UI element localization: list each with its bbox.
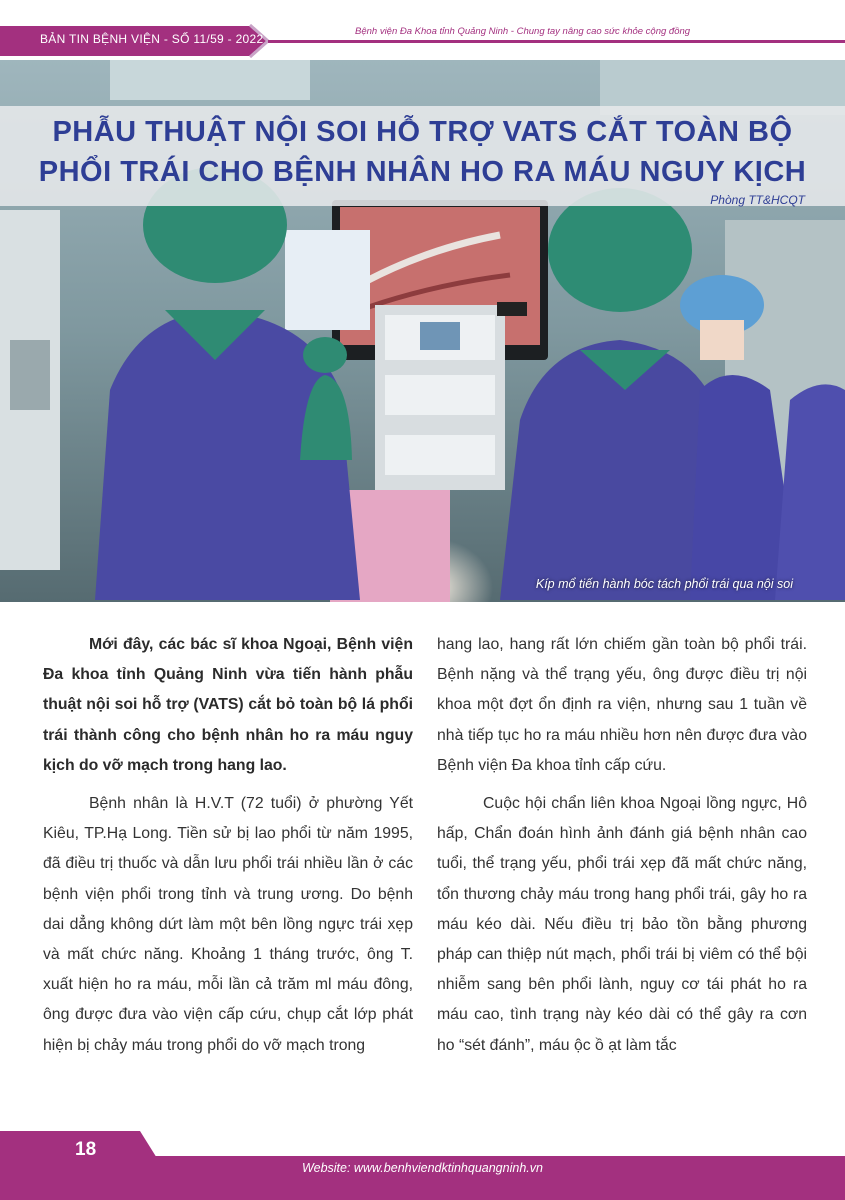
website-link[interactable]: Website: www.benhviendktinhquangninh.vn <box>302 1161 543 1175</box>
article-paragraph-2: Cuộc hội chẩn liên khoa Ngoại lồng ngực, Hô hấp, Chẩn đoán hình ảnh đánh giá bệnh nhân cao tuổi, thể trạng yếu, phổi trái xẹp đã mất chức năng, tổn thương chảy máu trong hang phổi trái, gây ho ra máu kéo dài. Nếu điều trị bảo tồn bằng phương pháp can thiệp nút mạch, phổi trái bị viêm có thể bội nhiễm sang bên phổi lành, nguy cơ tái phát ho ra máu cao, tình trạng này kéo dài có thể gây ra cơn ho “sét đánh”, máu ộc ồ ạt làm tắc <box>437 795 807 1054</box>
article-paragraph-1-continued: hang lao, hang rất lớn chiếm gần toàn bộ phổi trái. Bệnh nặng và thể trạng yếu, ông được điều trị nội khoa một đợt ổn định ra viện, nhưng sau 1 tuần về nhà tiếp tục ho ra máu nhiều hơn nên được đưa vào Bệnh viện Đa khoa tỉnh cấp cứu. <box>437 636 807 774</box>
photo-caption: Kíp mổ tiến hành bóc tách phổi trái qua nội soi <box>535 577 793 591</box>
article-column-right <box>437 630 807 1061</box>
article-paragraph-1: Bệnh nhân là H.V.T (72 tuổi) ở phường Yết Kiêu, TP.Hạ Long. Tiền sử bị lao phổi từ năm 1995, đã điều trị thuốc và dẫn lưu phổi trái nhiều lần ở các bệnh viện phổi trong tỉnh và trung ương. Do bệnh dai dẳng không dứt làm một bên lồng ngực trái xẹp và mất chức năng. Khoảng 1 tháng trước, ông T. xuất hiện ho ra máu, mỗi lần cả trăm ml máu đông, ông được đưa vào viện cấp cứu, chụp cắt lớp phát hiện bị chảy máu trong phổi do vỡ mạch trong <box>43 795 413 1054</box>
header-divider <box>268 40 845 43</box>
author-department: Phòng TT&HCQT <box>710 193 805 207</box>
issue-label: BẢN TIN BỆNH VIỆN - SỐ 11/59 - 2022 <box>40 32 264 46</box>
hospital-slogan: Bệnh viện Đa Khoa tỉnh Quảng Ninh - Chung tay nâng cao sức khỏe cộng đồng <box>355 26 691 37</box>
article-column-left <box>43 630 413 1061</box>
page-number: 18 <box>75 1139 97 1160</box>
article-title <box>0 112 845 192</box>
surgery-photo <box>0 60 845 602</box>
article-lead: Mới đây, các bác sĩ khoa Ngoại, Bệnh viện Đa khoa tỉnh Quảng Ninh vừa tiến hành phẫu thuật nội soi hỗ trợ (VATS) cắt bỏ toàn bộ lá phổi trái thành công cho bệnh nhân ho ra máu nguy kịch do vỡ mạch trong hang lao. <box>43 636 413 774</box>
article-title-line-2: PHỔI TRÁI CHO BỆNH NHÂN HO RA MÁU NGUY KỊCH <box>38 156 807 188</box>
article-title-line-1: PHẪU THUẬT NỘI SOI HỖ TRỢ VATS CẮT TOÀN BỘ <box>52 116 793 148</box>
